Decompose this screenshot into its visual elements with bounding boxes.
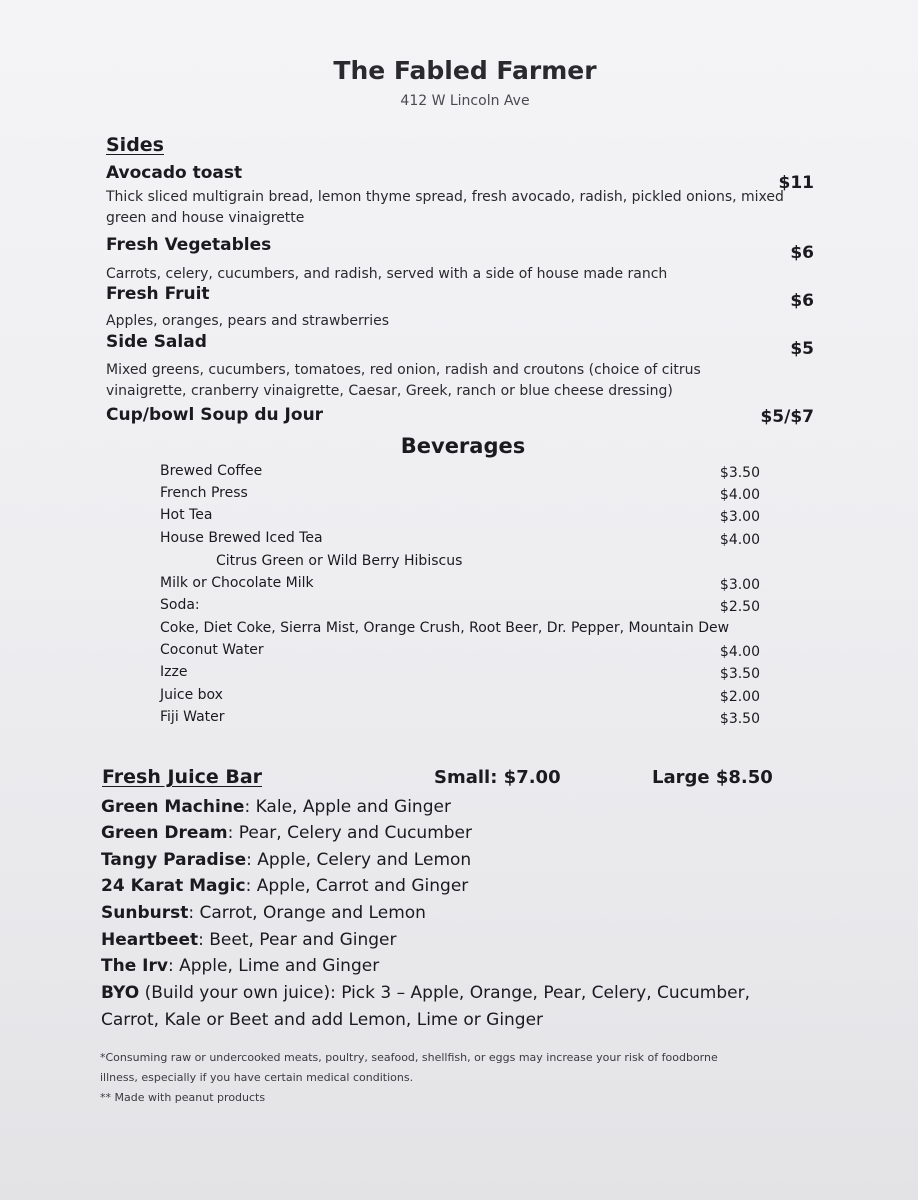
side-item-name: Side Salad [106,332,207,352]
juice-item-name: The Irv [101,956,168,976]
beverage-price: $3.50 [719,711,760,727]
juice-item-name: Tangy Paradise [101,850,247,870]
juice-item-name: Green Machine [101,797,245,817]
beverage-name: French Press [160,485,248,501]
side-item-description: Mixed greens, cucumbers, tomatoes, red onion, radish and croutons (choice of citrus vinaigrette, cranberry vinaigrette, Caesar, Greek, ranch or blue cheese dressing) [106,362,701,399]
juice-item-name: Heartbeet [101,930,199,950]
footnote-line: ** Made with peanut products [100,1091,266,1104]
juice-item-ingredients: : Beet, Pear and Ginger [198,930,397,950]
beverage-row [160,709,760,731]
beverage-price: $4.00 [719,532,760,548]
beverage-row [160,687,760,709]
beverage-row [160,575,760,597]
juice-item-name: Sunburst [101,903,189,923]
beverage-row [160,597,760,619]
beverage-price: $3.00 [719,509,760,525]
juice-byo-continuation: Carrot, Kale or Beet and add Lemon, Lime or Ginger [101,1010,544,1030]
side-item-price: $6 [790,243,814,263]
beverage-price: $3.50 [719,465,760,481]
side-item-price: $5 [790,339,814,359]
footnote-line: *Consuming raw or undercooked meats, poultry, seafood, shellfish, or eggs may increase your risk of foodborne [100,1051,718,1064]
juice-item [101,850,471,870]
side-item-description: Carrots, celery, cucumbers, and radish, served with a side of house made ranch [106,266,668,282]
beverages-heading: Beverages [400,434,526,458]
beverage-name: Soda: [160,597,200,613]
restaurant-address: 412 W Lincoln Ave [400,93,530,109]
juice-item [101,797,451,817]
juice-item-name: 24 Karat Magic [101,876,246,896]
beverage-price: $4.00 [719,644,760,660]
beverage-name: House Brewed Iced Tea [160,530,323,546]
beverage-price: $3.00 [719,577,760,593]
beverage-option-text: Coke, Diet Coke, Sierra Mist, Orange Crush, Root Beer, Dr. Pepper, Mountain Dew [160,620,730,636]
juice-item [101,903,426,923]
side-item-name: Avocado toast [106,163,243,183]
side-item-name: Fresh Fruit [106,284,210,304]
beverage-price: $2.50 [719,599,760,615]
beverage-row [160,664,760,686]
beverage-name: Hot Tea [160,507,213,523]
beverage-row [160,485,760,507]
beverage-row [160,553,760,575]
juice-item [101,876,468,896]
juice-bar-heading: Fresh Juice Bar [102,766,263,788]
beverage-row [160,642,760,664]
side-item-price: $11 [778,173,814,193]
footnote-line: illness, especially if you have certain medical conditions. [100,1071,414,1084]
juice-item-ingredients: : Apple, Carrot and Ginger [245,876,469,896]
beverage-row [160,507,760,529]
side-item-name: Cup/bowl Soup du Jour [106,405,324,425]
beverage-name: Milk or Chocolate Milk [160,575,314,591]
side-item-name: Fresh Vegetables [106,235,272,255]
juice-item-ingredients: : Apple, Celery and Lemon [246,850,472,870]
juice-item [101,930,397,950]
beverage-price: $3.50 [719,666,760,682]
juice-item-ingredients: : Apple, Lime and Ginger [167,956,380,976]
juice-item-name: Green Dream [101,823,228,843]
beverage-option-text: Citrus Green or Wild Berry Hibiscus [216,553,463,569]
beverage-name: Izze [160,664,188,680]
juice-small-price: Small: $7.00 [434,767,561,788]
juice-item [101,823,472,843]
beverage-price: $2.00 [719,689,760,705]
beverage-name: Coconut Water [160,642,264,658]
beverage-name: Juice box [160,687,223,703]
side-item-price: $6 [790,291,814,311]
beverage-row [160,530,760,552]
beverage-price: $4.00 [719,487,760,503]
beverage-row [160,463,760,485]
side-item-description: Thick sliced multigrain bread, lemon thyme spread, fresh avocado, radish, pickled onions, mixed green and house vinaigrette [106,189,784,226]
beverage-name: Fiji Water [160,709,225,725]
side-item-price: $5/$7 [760,407,814,427]
beverage-name: Brewed Coffee [160,463,263,479]
juice-item-name: BYO [101,983,140,1003]
juice-item-ingredients: : Carrot, Orange and Lemon [188,903,426,923]
side-item-description: Apples, oranges, pears and strawberries [106,313,390,329]
restaurant-title: The Fabled Farmer [333,56,597,85]
juice-item-ingredients: : Pear, Celery and Cucumber [227,823,473,843]
beverage-row [160,620,800,642]
sides-heading: Sides [106,134,164,156]
juice-item-ingredients: : Kale, Apple and Ginger [244,797,451,817]
juice-large-price: Large $8.50 [652,767,773,788]
juice-item-ingredients: (Build your own juice): Pick 3 – Apple, Orange, Pear, Celery, Cucumber, [139,983,751,1003]
juice-item [101,983,750,1003]
juice-item [101,956,379,976]
